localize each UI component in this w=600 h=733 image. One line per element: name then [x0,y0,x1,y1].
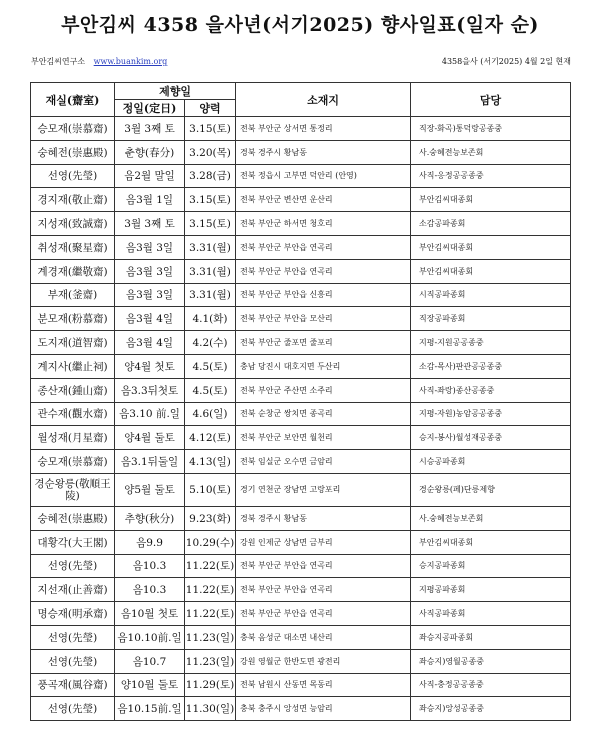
location-cell: 전북 부안군 하서면 청호리 [236,212,411,236]
solar-date-cell: 3.31(월) [185,235,236,259]
shrine-name-cell: 지성재(致誠齋) [31,212,115,236]
shrine-name-cell: 선영(先瑩) [31,649,115,673]
solar-date-cell: 4.5(토) [185,354,236,378]
shrine-name-cell: 경순왕릉(敬順王陵) [31,473,115,506]
manager-cell: 승지-봉사)월성재공종중 [411,426,571,450]
lunar-date-cell: 음3월 4일 [115,307,185,331]
lunar-date-cell: 음3월 3일 [115,235,185,259]
as-of-date: 4358을사 (서기2025) 4월 2일 현재 [441,57,571,66]
location-cell: 전북 순창군 쌍치면 종곡리 [236,402,411,426]
solar-date-cell: 3.20(목) [185,140,236,164]
shrine-name-cell: 종산재(鍾山齋) [31,378,115,402]
solar-date-cell: 4.5(토) [185,378,236,402]
table-row [31,117,571,141]
solar-date-cell: 3.15(토) [185,188,236,212]
manager-cell: 직장공파종회 [411,307,571,331]
location-cell: 전북 부안군 부안읍 신흥리 [236,283,411,307]
header-manager: 담당 [411,83,571,117]
solar-date-cell: 4.2(수) [185,331,236,355]
location-cell: 전북 정읍시 고부면 덕안리 (안영) [236,164,411,188]
shrine-name-cell: 분모재(粉慕齋) [31,307,115,331]
solar-date-cell: 4.13(일) [185,450,236,474]
lunar-date-cell: 음10.7 [115,649,185,673]
table-row [31,259,571,283]
lunar-date-cell: 음3월 1일 [115,188,185,212]
location-cell: 전북 부안군 부안읍 연곡리 [236,235,411,259]
table-row [31,625,571,649]
header-lunar: 정일(定日) [115,100,185,117]
location-cell: 충남 당진시 대호지면 두산리 [236,354,411,378]
lunar-date-cell: 음9.9 [115,530,185,554]
lunar-date-cell: 음10월 첫토 [115,602,185,626]
table-row [31,140,571,164]
location-cell: 전북 부안군 주산면 소주리 [236,378,411,402]
solar-date-cell: 4.6(일) [185,402,236,426]
lunar-date-cell: 음10.10前.일 [115,625,185,649]
shrine-name-cell: 계경재(繼敬齋) [31,259,115,283]
table-row [31,426,571,450]
table-row [31,450,571,474]
table-row [31,188,571,212]
solar-date-cell: 3.31(월) [185,283,236,307]
lunar-date-cell: 음10.3 [115,554,185,578]
solar-date-cell: 11.30(일) [185,697,236,721]
lunar-date-cell: 음10.3 [115,578,185,602]
shrine-name-cell: 관수재(觀水齋) [31,402,115,426]
header-solar: 양력 [185,100,236,117]
manager-cell: 사.숭혜전능보존회 [411,140,571,164]
manager-cell: 부안김씨대종회 [411,259,571,283]
table-row [31,673,571,697]
shrine-name-cell: 지선재(止善齋) [31,578,115,602]
table-row [31,402,571,426]
manager-cell: 시직공파종회 [411,283,571,307]
shrine-name-cell: 경지재(敬止齋) [31,188,115,212]
solar-date-cell: 11.22(토) [185,578,236,602]
location-cell: 전북 부안군 변산면 운산리 [236,188,411,212]
solar-date-cell: 11.22(토) [185,554,236,578]
shrine-name-cell: 숭모재(崇慕齋) [31,450,115,474]
location-cell: 전북 부안군 부안읍 연곡리 [236,554,411,578]
shrine-name-cell: 월성재(月星齋) [31,426,115,450]
location-cell: 충북 음성군 대소면 내산리 [236,625,411,649]
table-row [31,378,571,402]
table-row [31,578,571,602]
location-cell: 전북 부안군 부안읍 모산리 [236,307,411,331]
table-row [31,235,571,259]
location-cell: 경기 연천군 장남면 고랑포리 [236,473,411,506]
schedule-table [30,82,571,721]
solar-date-cell: 3.15(토) [185,212,236,236]
shrine-name-cell: 숭혜전(崇惠殿) [31,140,115,164]
lunar-date-cell: 음3.1뒤둘일 [115,450,185,474]
table-row [31,554,571,578]
manager-cell: 사직공파종회 [411,602,571,626]
header-date-group: 제향일 [115,83,236,100]
shrine-name-cell: 선영(先瑩) [31,554,115,578]
location-cell: 전북 부안군 부안읍 연곡리 [236,578,411,602]
location-cell: 경북 경주시 황남동 [236,506,411,530]
table-row [31,473,571,506]
solar-date-cell: 3.15(토) [185,117,236,141]
table-row [31,506,571,530]
shrine-name-cell: 승모재(崇慕齋) [31,117,115,141]
manager-cell: 시승공파종회 [411,450,571,474]
shrine-name-cell: 명승재(明承齋) [31,602,115,626]
lunar-date-cell: 양5월 둘토 [115,473,185,506]
header-shrine: 재실(齋室) [31,83,115,117]
manager-cell: 사.숭혜전능보존회 [411,506,571,530]
lunar-date-cell: 3월 3째 토 [115,117,185,141]
manager-cell: 소감공파종회 [411,212,571,236]
header-location: 소재지 [236,83,411,117]
location-cell: 전북 임실군 오수면 금암리 [236,450,411,474]
table-row [31,283,571,307]
solar-date-cell: 9.23(화) [185,506,236,530]
manager-cell: 좌승지)앙성공종중 [411,697,571,721]
shrine-name-cell: 대황각(大王閣) [31,530,115,554]
location-cell: 전북 부안군 부안읍 연곡리 [236,259,411,283]
lunar-date-cell: 음10.15前.일 [115,697,185,721]
lunar-date-cell: 3월 3째 토 [115,212,185,236]
lunar-date-cell: 양4월 둘토 [115,426,185,450]
solar-date-cell: 4.1(화) [185,307,236,331]
manager-cell: 부안김씨대종회 [411,235,571,259]
lunar-date-cell: 춘향(春分) [115,140,185,164]
manager-cell: 사직-좌랑)종산공종중 [411,378,571,402]
solar-date-cell: 3.28(금) [185,164,236,188]
table-row [31,602,571,626]
manager-cell: 부안김씨대종회 [411,530,571,554]
shrine-name-cell: 풍곡재(風谷齋) [31,673,115,697]
table-row [31,697,571,721]
org-name: 부안김씨연구소 [31,57,86,66]
lunar-date-cell: 추향(秋分) [115,506,185,530]
manager-cell: 좌승지)영월공종중 [411,649,571,673]
lunar-date-cell: 양4월 첫토 [115,354,185,378]
lunar-date-cell: 음3월 3일 [115,283,185,307]
lunar-date-cell: 음3.3뒤첫토 [115,378,185,402]
lunar-date-cell: 음2월 말일 [115,164,185,188]
shrine-name-cell: 도지재(道智齋) [31,331,115,355]
solar-date-cell: 11.23(일) [185,649,236,673]
lunar-date-cell: 양10월 둘토 [115,673,185,697]
table-row [31,331,571,355]
solar-date-cell: 4.12(토) [185,426,236,450]
location-cell: 경북 경주시 황남동 [236,140,411,164]
location-cell: 강원 인제군 상남면 금부리 [236,530,411,554]
manager-cell: 직장-화곡)통덕랑공종중 [411,117,571,141]
shrine-name-cell: 계지사(繼止祠) [31,354,115,378]
lunar-date-cell: 음3월 3일 [115,259,185,283]
shrine-name-cell: 부재(釜齋) [31,283,115,307]
solar-date-cell: 5.10(토) [185,473,236,506]
manager-cell: 지평-지원공공종중 [411,331,571,355]
shrine-name-cell: 선영(先瑩) [31,697,115,721]
shrine-name-cell: 취성재(聚星齋) [31,235,115,259]
table-row [31,212,571,236]
page-title: 부안김씨 4358 을사년(서기2025) 향사일표(일자 순) [61,14,539,36]
solar-date-cell: 11.22(토) [185,602,236,626]
manager-cell: 사직-응정공공종중 [411,164,571,188]
location-cell: 전북 남원시 산동면 목동리 [236,673,411,697]
manager-cell: 사직-충정공공종중 [411,673,571,697]
lunar-date-cell: 음3.10 前.일 [115,402,185,426]
location-cell: 전북 부안군 줄포면 줄포리 [236,331,411,355]
solar-date-cell: 10.29(수) [185,530,236,554]
manager-cell: 경순왕릉(페)단릉제향 [411,473,571,506]
location-cell: 전북 부안군 상서면 통정리 [236,117,411,141]
solar-date-cell: 3.31(월) [185,259,236,283]
table-row [31,354,571,378]
org-info [31,56,167,67]
table-row [31,164,571,188]
lunar-date-cell: 음3월 4일 [115,331,185,355]
manager-cell: 부안김씨대종회 [411,188,571,212]
schedule-rows [31,117,571,721]
location-cell: 전북 부안군 부안읍 연곡리 [236,602,411,626]
table-row [31,307,571,331]
location-cell: 충북 충주시 앙성면 능암리 [236,697,411,721]
org-url-link[interactable]: www.buankim.org [93,57,168,66]
location-cell: 강원 영월군 한반도면 광전리 [236,649,411,673]
solar-date-cell: 11.29(토) [185,673,236,697]
manager-cell: 소감-목사)판관공공종중 [411,354,571,378]
location-cell: 전북 부안군 보안면 월천리 [236,426,411,450]
table-row [31,530,571,554]
manager-cell: 지평공파종회 [411,578,571,602]
shrine-name-cell: 선영(先瑩) [31,164,115,188]
manager-cell: 승지공파종회 [411,554,571,578]
shrine-name-cell: 숭혜전(崇惠殿) [31,506,115,530]
table-row [31,649,571,673]
shrine-name-cell: 선영(先瑩) [31,625,115,649]
manager-cell: 좌승지공파종회 [411,625,571,649]
manager-cell: 지평-자원)농암공공종중 [411,402,571,426]
solar-date-cell: 11.23(일) [185,625,236,649]
